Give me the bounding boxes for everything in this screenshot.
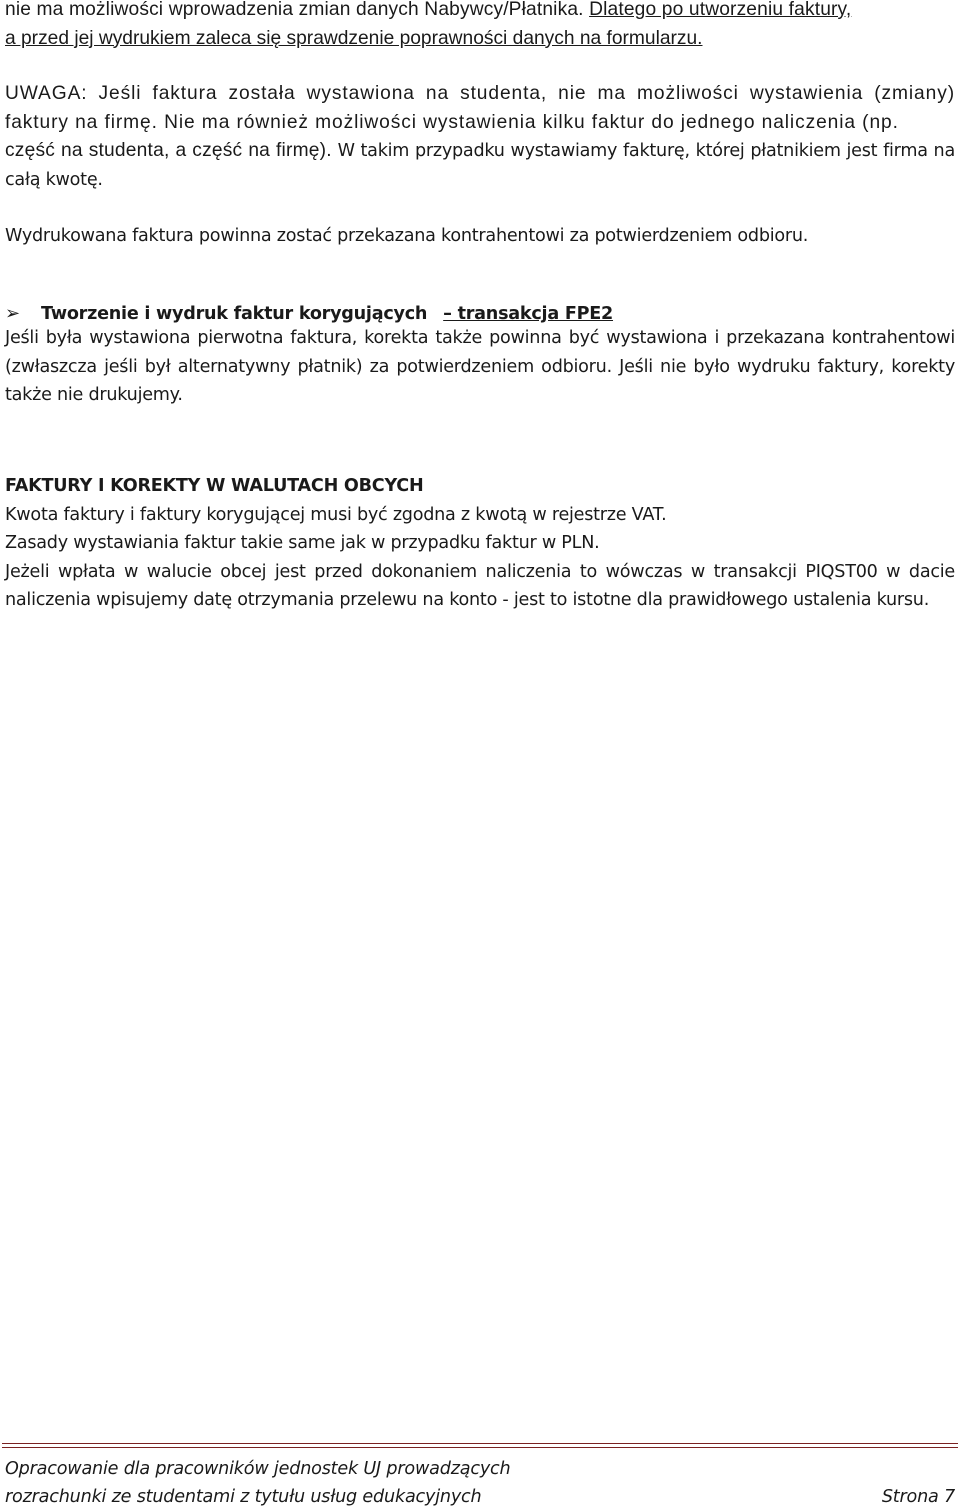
paragraph-1 <box>5 0 955 53</box>
footer-separator-top <box>2 1443 958 1444</box>
page-number: Strona 7 <box>881 1487 955 1507</box>
para2-text-b: część na studenta, a część na firmę). <box>5 140 332 161</box>
page-footer <box>5 1455 955 1511</box>
para2-text-c: W takim przypadku wystawiamy fakturę, której płatnikiem jest firma na całą kwotę. <box>5 141 955 190</box>
section-corrections-heading <box>5 303 955 324</box>
section-corrections-title: Tworzenie i wydruk faktur korygujących <box>41 304 428 324</box>
paragraph-3: Wydrukowana faktura powinna zostać przekazana kontrahentowi za potwierdzeniem odbioru. <box>5 226 809 246</box>
paragraph-2 <box>5 80 955 194</box>
section-foreign-currency-title: FAKTURY I KOREKTY W WALUTACH OBCYCH <box>5 476 424 496</box>
para1-text-a: nie ma możliwości wprowadzenia zmian danych Nabywcy/Płatnika. <box>5 0 590 20</box>
section-corrections-body: Jeśli była wystawiona pierwotna faktura, korekta także powinna być wystawiona i przekazana kontrahentowi (zwłaszcza jeśli był alternatywny płatnik) za potwierdzeniem odbioru. Jeśli nie było wydruku faktury, korekty także nie drukujemy. <box>5 328 955 405</box>
footer-line-2: rozrachunki ze studentami z tytułu usług edukacyjnych <box>5 1487 482 1507</box>
section-foreign-currency-line-1: Kwota faktury i faktury korygującej musi być zgodna z kwotą w rejestrze VAT. <box>5 504 667 525</box>
section-foreign-currency <box>5 472 955 615</box>
footer-separator-bottom <box>2 1447 958 1448</box>
section-corrections-transaction: – transakcja FPE2 <box>443 304 614 324</box>
para2-text-a: UWAGA: Jeśli faktura została wystawiona na studenta, nie ma możliwości wystawienia (zmiany) faktury na firmę. Nie ma również możliwości wystawienia kilku faktur do jednego naliczenia (np. <box>5 83 955 133</box>
section-foreign-currency-line-2: Zasady wystawiania faktur takie same jak w przypadku faktur w PLN. <box>5 533 600 553</box>
footer-line-1: Opracowanie dla pracowników jednostek UJ prowadzących <box>5 1459 511 1479</box>
arrow-bullet-icon: ➢ <box>5 303 21 323</box>
section-foreign-currency-line-3: Jeżeli wpłata w walucie obcej jest przed dokonaniem naliczenia to wówczas w transakcji PIQST00 w dacie naliczenia wpisujemy datę otrzymania przelewu na konto - jest to istotne dla prawidłowego ustalenia kursu. <box>5 561 955 610</box>
section-corrections <box>5 303 955 410</box>
para1-text-c: a przed jej wydrukiem zaleca się sprawdzenie poprawności danych na formularzu. <box>5 27 703 49</box>
para1-text-b: Dlatego po utworzeniu faktury, <box>589 0 852 20</box>
